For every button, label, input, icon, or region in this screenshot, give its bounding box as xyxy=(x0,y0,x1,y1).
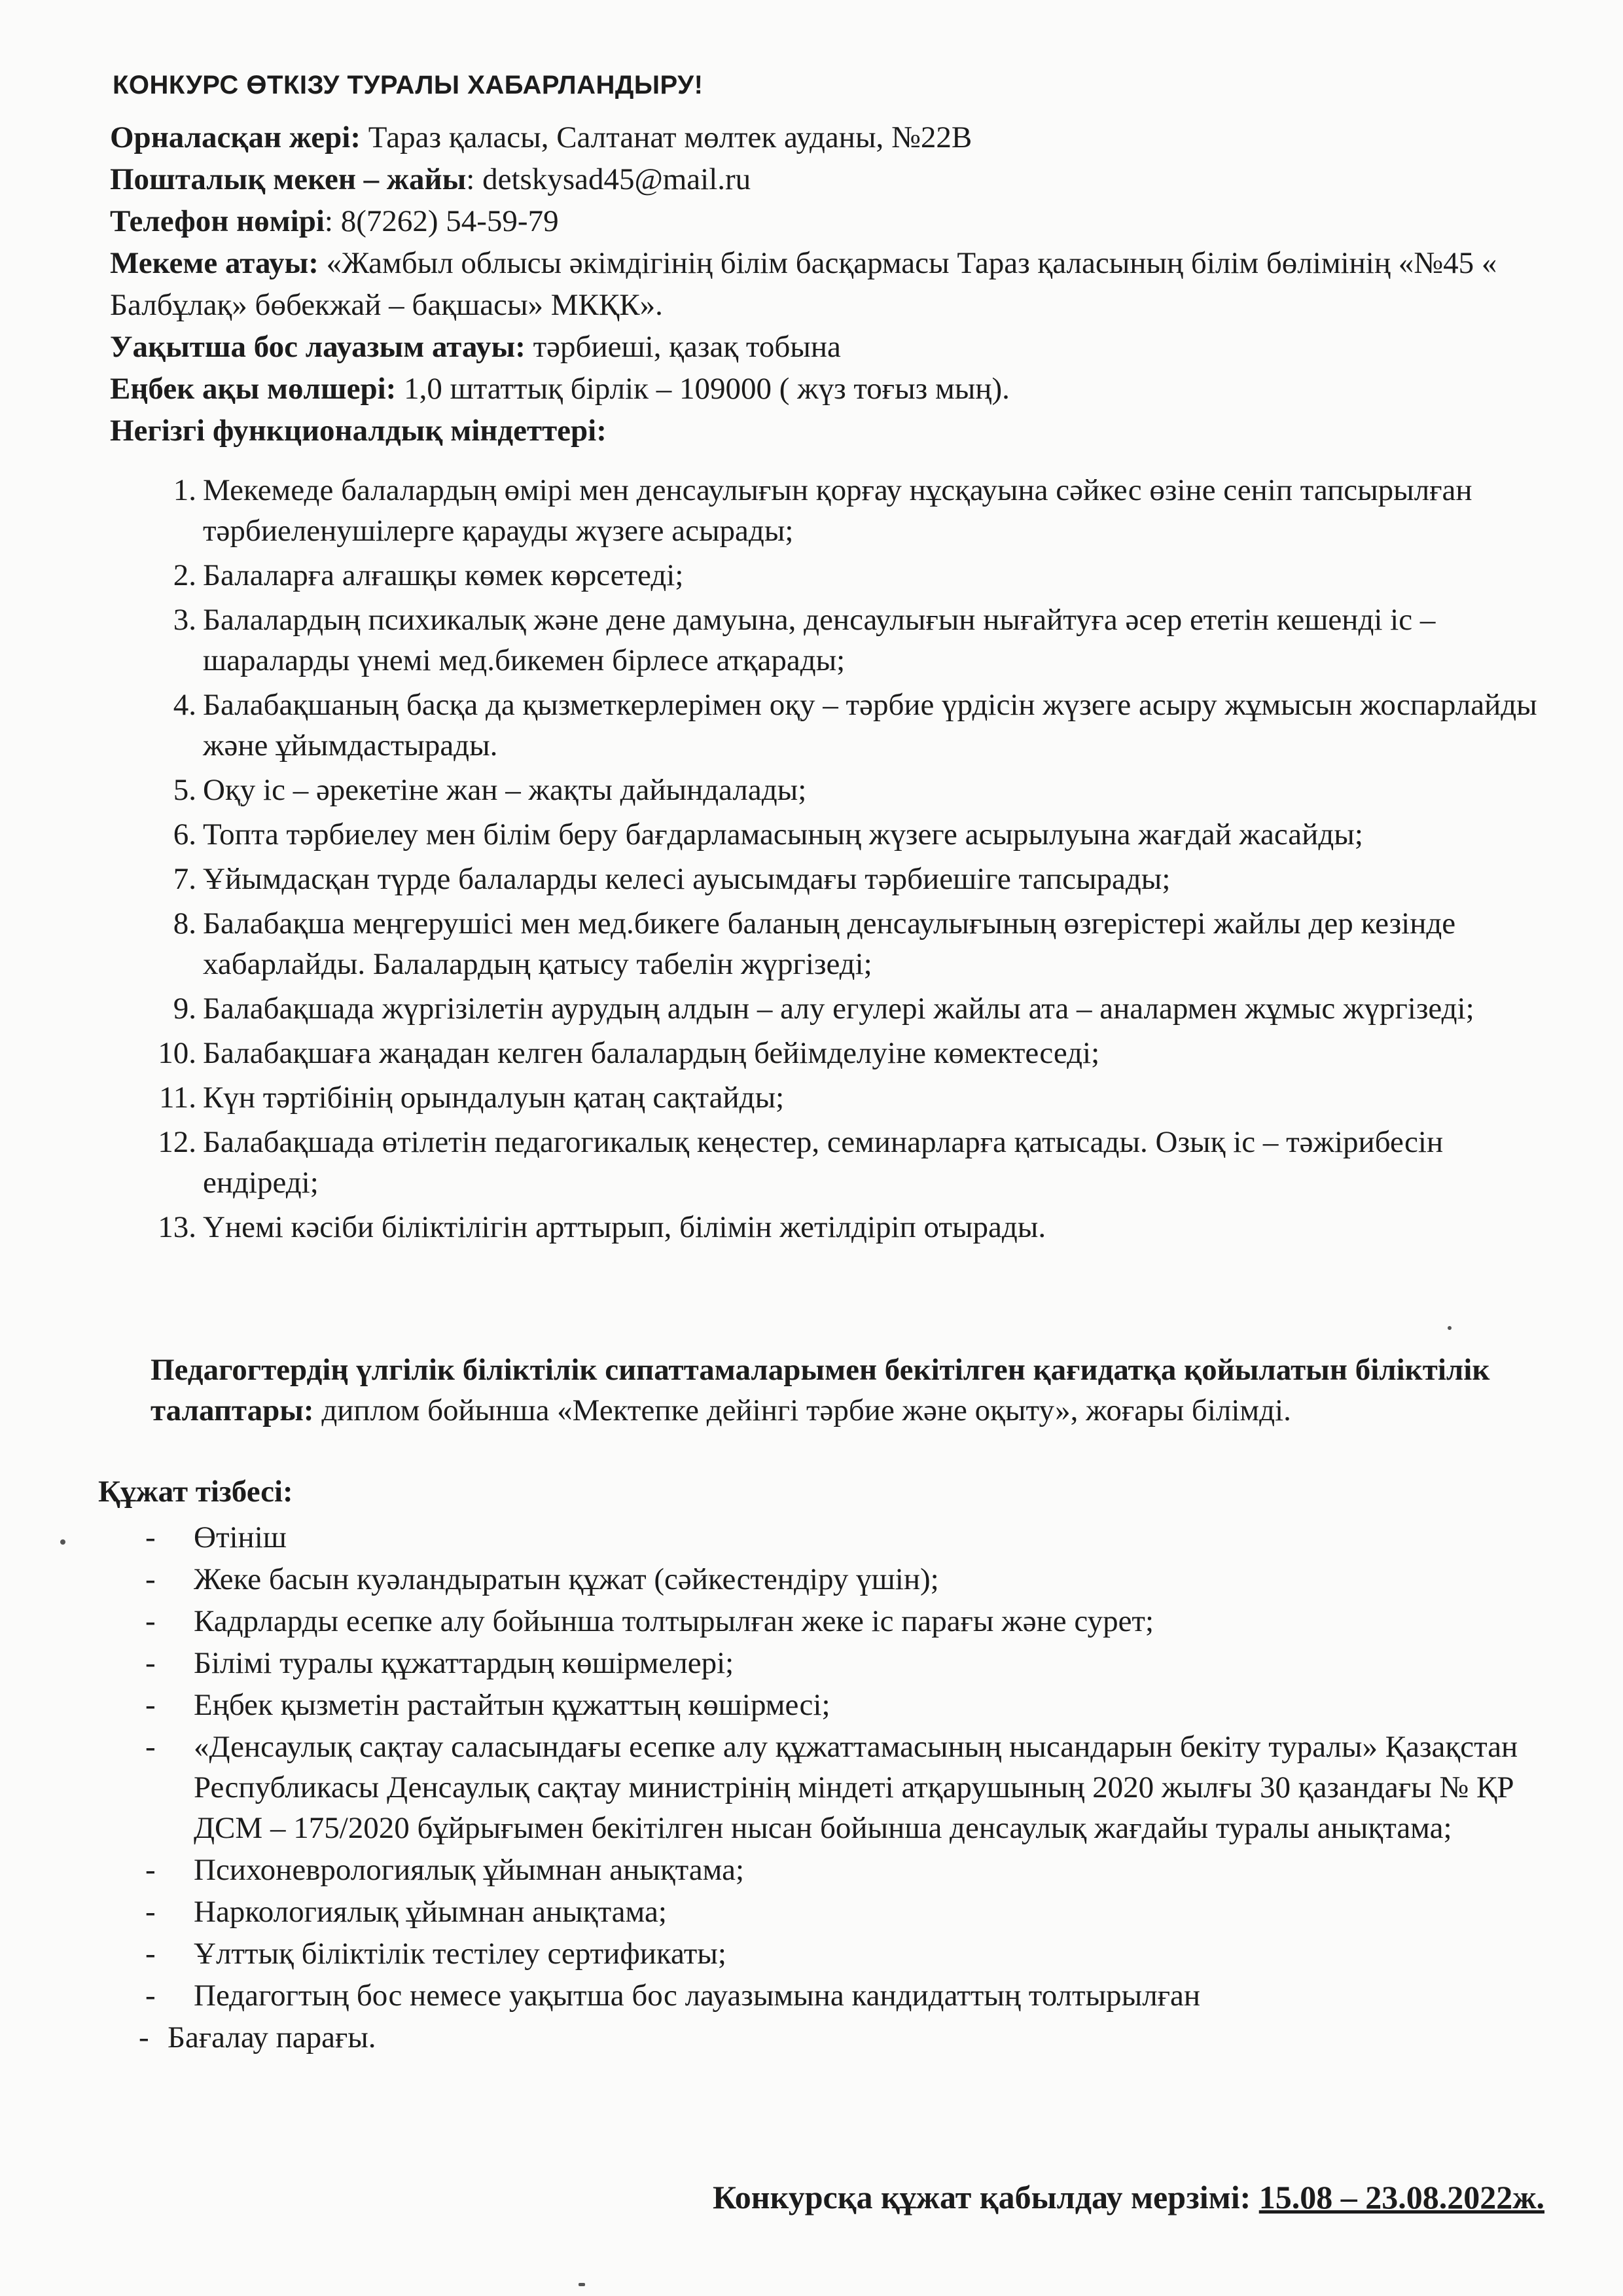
function-number: 3. xyxy=(173,603,196,637)
scan-speck xyxy=(60,1539,65,1545)
location-line xyxy=(110,117,1563,158)
scan-speck xyxy=(579,2283,585,2286)
function-number: 6. xyxy=(173,817,196,852)
qualification-value: диплом бойынша «Мектепке дейінгі тәрбие және оқыту», жоғары білімді. xyxy=(313,1393,1291,1427)
document-text: Ұлттық біліктілік тестілеу сертификаты; xyxy=(194,1937,726,1971)
list-dash: - xyxy=(145,1562,156,1596)
function-item xyxy=(151,859,1551,899)
document-text: Жеке басын куәландыратын құжат (сәйкестендіру үшін); xyxy=(194,1562,939,1596)
document-item xyxy=(145,1727,1546,1848)
document-text: «Денсаулық сақтау саласындағы есепке алу құжаттамасының нысандарын бекіту туралы» Қазақстан Республикасы Денсаулық сақтау министрінің міндеті атқарушының 2020 жылғы 30 қазандағы № ҚР ДСМ – 175/2020 бұйрығымен бекітілген нысан бойынша денсаулық жағдайы туралы анықтама; xyxy=(194,1730,1518,1845)
documents-list xyxy=(139,1517,1546,2059)
list-dash: - xyxy=(139,2020,149,2054)
qualification-requirements xyxy=(151,1350,1512,1431)
function-text: Балабақша меңгерушісі мен мед.бикеге баланың денсаулығының өзгерістері жайлы дер кезінде хабарлайды. Балалардың қатысу табелін жүргізеді; xyxy=(203,906,1456,981)
function-text: Балабақшада жүргізілетін аурудың алдын – алу егулері жайлы ата – аналармен жұмыс жүргізеді; xyxy=(203,992,1474,1026)
document-item xyxy=(145,1559,1546,1600)
document-item xyxy=(145,1850,1546,1890)
postal-label: Пошталық мекен – жайы xyxy=(110,162,467,196)
list-dash: - xyxy=(145,1520,156,1554)
organization-info xyxy=(110,117,1563,452)
location-value: Тараз қаласы, Салтанат мөлтек ауданы, №22В xyxy=(361,120,972,154)
deadline-dates: 15.08 – 23.08.2022ж. xyxy=(1258,2179,1544,2215)
function-number: 5. xyxy=(173,773,196,807)
list-dash: - xyxy=(145,1646,156,1680)
function-number: 4. xyxy=(173,688,196,722)
document-item xyxy=(145,1685,1546,1725)
document-text: Психоневрологиялық ұйымнан анықтама; xyxy=(194,1853,744,1887)
list-dash: - xyxy=(145,1937,156,1971)
document-text: Кадрларды есепке алу бойынша толтырылған жеке іс парағы және сурет; xyxy=(194,1604,1154,1638)
function-item xyxy=(151,903,1551,984)
function-number: 11. xyxy=(158,1081,196,1115)
function-number: 2. xyxy=(173,558,196,592)
function-number: 1. xyxy=(173,473,196,507)
postal-line xyxy=(110,158,1563,200)
function-text: Балалардың психикалық және дене дамуына, денсаулығын нығайтуға әсер ететін кешенді іс – шараларды үнемі мед.бикемен бірлесе атқарады; xyxy=(203,603,1436,677)
function-text: Балабақшаға жаңадан келген балалардың бейімделуіне көмектеседі; xyxy=(203,1036,1100,1070)
function-text: Үнемі кәсіби біліктілігін арттырып, білімін жетілдіріп отырады. xyxy=(203,1210,1046,1244)
document-item xyxy=(145,1517,1546,1558)
document-item xyxy=(139,2017,1546,2058)
org-line xyxy=(110,242,1563,326)
function-text: Оқу іс – әрекетіне жан – жақты дайындалады; xyxy=(203,773,807,807)
phone-value: : 8(7262) 54-59-79 xyxy=(324,204,559,238)
function-text: Мекемеде балалардың өмірі мен денсаулығын қорғау нұсқауына сәйкес өзіне сеніп тапсырылған тәрбиеленушілерге қарауды жүзеге асырады; xyxy=(203,473,1472,548)
function-number: 12. xyxy=(158,1125,196,1159)
documents-heading: Құжат тізбесі: xyxy=(98,1475,293,1509)
document-item xyxy=(145,1933,1546,1974)
scan-speck xyxy=(1448,1326,1452,1330)
document-item xyxy=(145,1892,1546,1932)
list-dash: - xyxy=(145,1688,156,1722)
document-text: Бағалау парағы. xyxy=(168,2020,376,2054)
function-item xyxy=(151,1033,1551,1073)
position-label: Уақытша бос лауазым атауы: xyxy=(110,330,526,364)
salary-value: 1,0 штаттық бірлік – 109000 ( жүз тоғыз мың). xyxy=(396,372,1010,406)
list-dash: - xyxy=(145,1979,156,2013)
qualification-label: Педагогтердің үлгілік біліктілік сипаттамаларымен бекітілген қағидатқа қойылатын біліктілік талаптары: xyxy=(151,1353,1490,1427)
document-text: Педагогтың бос немесе уақытша бос лауазымына кандидаттың толтырылған xyxy=(194,1979,1200,2013)
function-item xyxy=(151,770,1551,810)
document-item xyxy=(145,1643,1546,1683)
org-label: Мекеме атауы: xyxy=(110,246,319,280)
deadline-label: Конкурсқа құжат қабылдау мерзімі: xyxy=(713,2179,1259,2215)
function-item xyxy=(151,600,1551,681)
location-label: Орналасқан жері: xyxy=(110,120,361,154)
document-item xyxy=(145,1601,1546,1641)
document-text: Наркологиялық ұйымнан анықтама; xyxy=(194,1895,667,1929)
list-dash: - xyxy=(145,1604,156,1638)
function-item xyxy=(151,988,1551,1029)
functions-heading: Негізгі функционалдық міндеттері: xyxy=(110,414,607,448)
function-item xyxy=(151,470,1551,551)
document-item xyxy=(145,1975,1546,2016)
postal-value: : detskysad45@mail.ru xyxy=(466,162,751,196)
phone-label: Телефон нөмірі xyxy=(110,204,325,238)
phone-line xyxy=(110,200,1563,242)
function-item xyxy=(151,555,1551,596)
function-text: Күн тәртібінің орындалуын қатаң сақтайды; xyxy=(203,1081,785,1115)
salary-label: Еңбек ақы мөлшері: xyxy=(110,372,397,406)
function-text: Балабақшада өтілетін педагогикалық кеңестер, семинарларға қатысады. Озық іс – тәжірибесін ендіреді; xyxy=(203,1125,1444,1200)
function-number: 10. xyxy=(158,1036,196,1070)
list-dash: - xyxy=(145,1895,156,1929)
function-text: Топта тәрбиелеу мен білім беру бағдарламасының жүзеге асырылуына жағдай жасайды; xyxy=(203,817,1363,852)
function-text: Балаларға алғашқы көмек көрсетеді; xyxy=(203,558,684,592)
function-number: 9. xyxy=(173,992,196,1026)
announcement-title: КОНКУРС ӨТКІЗУ ТУРАЛЫ ХАБАРЛАНДЫРУ! xyxy=(113,71,704,99)
function-number: 13. xyxy=(158,1210,196,1244)
document-text: Еңбек қызметін растайтын құжаттың көшірмесі; xyxy=(194,1688,830,1722)
function-text: Ұйымдасқан түрде балаларды келесі ауысымдағы тәрбиешіге тапсырады; xyxy=(203,862,1171,896)
functions-list xyxy=(151,470,1551,1251)
function-number: 7. xyxy=(173,862,196,896)
document-text: Білімі туралы құжаттардың көшірмелері; xyxy=(194,1646,734,1680)
position-line xyxy=(110,326,1563,368)
salary-line xyxy=(110,368,1563,410)
function-item xyxy=(151,685,1551,766)
document-text: Өтініш xyxy=(194,1520,287,1554)
function-item xyxy=(151,1077,1551,1118)
list-dash: - xyxy=(145,1853,156,1887)
function-item xyxy=(151,1207,1551,1247)
functions-heading-line xyxy=(110,410,1563,452)
submission-deadline xyxy=(713,2178,1544,2216)
org-value: «Жамбыл облысы әкімдігінің білім басқармасы Тараз қаласының білім бөлімінің «№45 « Балбұлақ» бөбекжай – бақшасы» МКҚК». xyxy=(110,246,1497,322)
function-item xyxy=(151,814,1551,855)
position-value: тәрбиеші, қазақ тобына xyxy=(525,330,841,364)
function-number: 8. xyxy=(173,906,196,941)
list-dash: - xyxy=(145,1730,156,1764)
function-item xyxy=(151,1122,1551,1203)
function-text: Балабақшаның басқа да қызметкерлерімен оқу – тәрбие үрдісін жүзеге асыру жұмысын жоспарлайды және ұйымдастырады. xyxy=(203,688,1537,762)
